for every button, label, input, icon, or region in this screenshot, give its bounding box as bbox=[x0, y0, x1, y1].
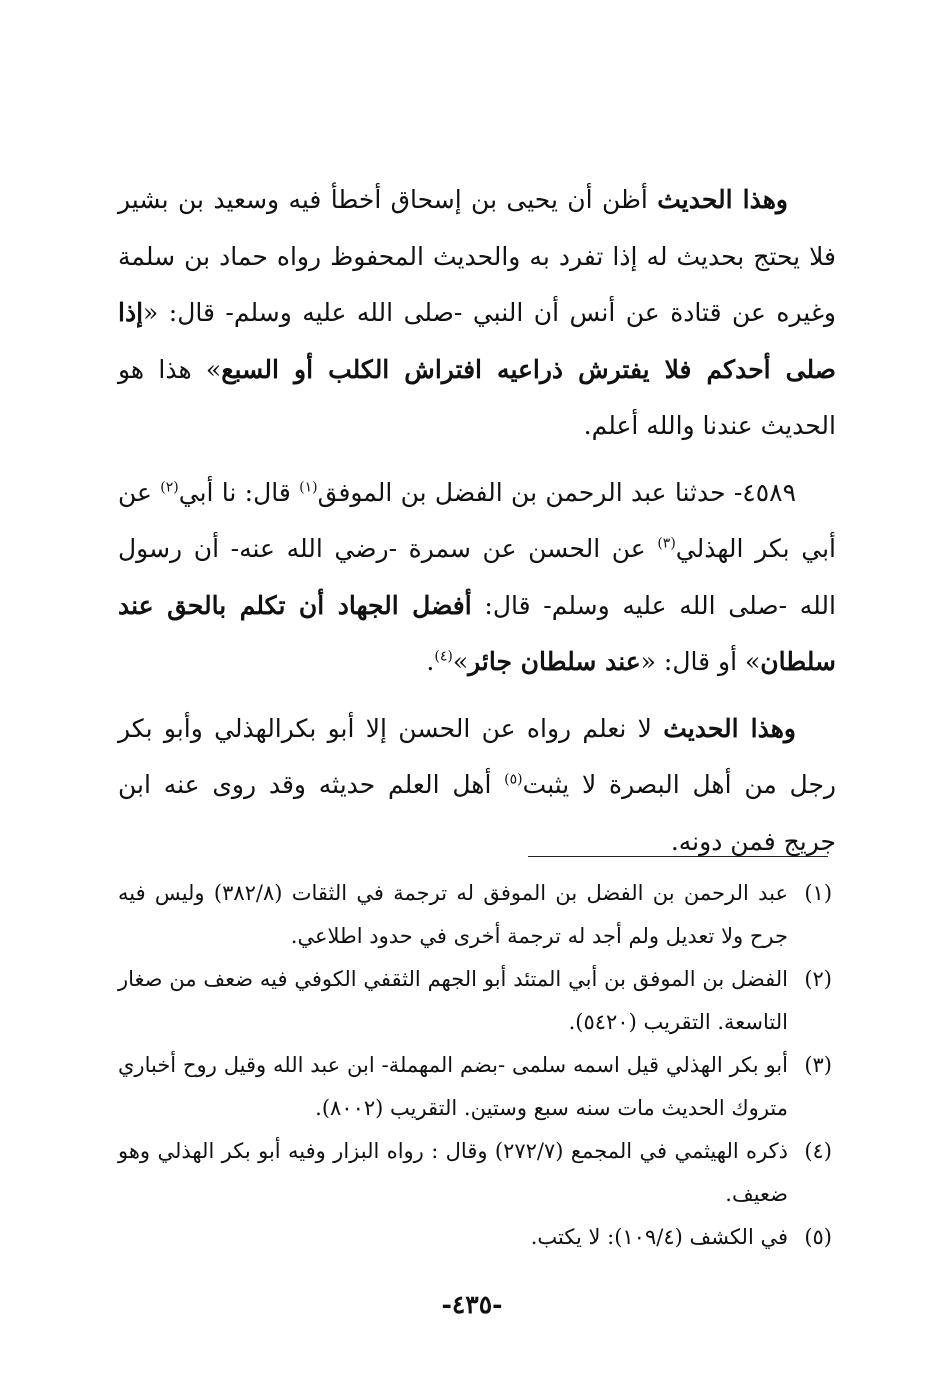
paragraph-text: . bbox=[426, 647, 435, 676]
paragraph-text: عن أبي بكر الهذلي bbox=[118, 477, 836, 563]
footnote-number: (٥) bbox=[804, 1225, 832, 1249]
footnote-1 bbox=[118, 872, 832, 958]
footnote-2 bbox=[118, 958, 832, 1044]
paragraph-text: لا نعلم رواه عن الحسن إلا أبو بكرالهذلي وأبو بكر رجل من أهل البصرة لا يثبت bbox=[118, 713, 836, 799]
main-text bbox=[118, 172, 836, 880]
hadith-number: ٤٥٨٩ bbox=[742, 477, 796, 507]
footnote-number: (٤) bbox=[804, 1139, 832, 1163]
paragraph-2 bbox=[118, 465, 836, 691]
footnote-number: (١) bbox=[804, 881, 833, 905]
hadith-quote: عند سلطان جائر bbox=[468, 647, 641, 676]
paragraph-text: أظن أن يحيى بن إسحاق أخطأ فيه وسعيد بن بشير فلا يحتج بحديث له إذا تفرد به والحديث المحفوظ رواه حماد بن سلمة وغيره عن قتادة عن أنس أن النبي -صلى الله عليه وسلم- قال: « bbox=[118, 185, 836, 327]
paragraph-3 bbox=[118, 701, 836, 871]
footnote-text: ذكره الهيثمي في المجمع (٢٧٢/٧) وقال : رواه البزار وفيه أبو بكر الهذلي وهو ضعيف. bbox=[118, 1139, 788, 1206]
footnote-ref-3[interactable]: (٣) bbox=[657, 535, 676, 552]
footnote-number: (٢) bbox=[804, 967, 832, 991]
footnote-5 bbox=[118, 1216, 832, 1259]
paragraph-lead: وهذا الحديث bbox=[663, 713, 796, 743]
footnotes bbox=[118, 872, 832, 1259]
footnote-3 bbox=[118, 1044, 832, 1130]
footnote-text: في الكشف (١٠٩/٤): لا يكتب. bbox=[530, 1225, 788, 1249]
paragraph-text: » أو قال: « bbox=[640, 647, 761, 676]
footnote-text: أبو بكر الهذلي قيل اسمه سلمى -بضم المهملة- ابن عبد الله وقيل روح أخباري متروك الحديث مات سنه سبع وستين. التقريب (٨٠٠٢). bbox=[118, 1053, 788, 1120]
footnote-ref-1[interactable]: (١) bbox=[299, 479, 318, 496]
footnote-text: الفضل بن الموفق بن أبي المتئد أبو الجهم الثقفي الكوفي فيه ضعف من صغار التاسعة. التقريب (٥٤٢٠). bbox=[118, 967, 788, 1034]
footnote-ref-5[interactable]: (٥) bbox=[504, 771, 523, 788]
paragraph-lead: وهذا الحديث bbox=[657, 185, 789, 214]
paragraph-1 bbox=[118, 172, 836, 455]
paragraph-text: أهل العلم حديثه وقد روى عنه ابن جريج فمن دونه. bbox=[118, 770, 836, 856]
page-number: -٤٣٥- bbox=[441, 1290, 503, 1319]
hadith-quote: إذا صلى أحدكم فلا يفترش ذراعيه افتراش الكلب أو السبع bbox=[118, 298, 836, 384]
paragraph-text: » هذا هو الحديث عندنا والله أعلم. bbox=[118, 354, 836, 440]
footnote-ref-4[interactable]: (٤) bbox=[434, 648, 453, 665]
paragraph-text: - حدثنا عبد الرحمن بن الفضل بن الموفق bbox=[317, 477, 743, 507]
footnote-4 bbox=[118, 1130, 832, 1216]
footnote-number: (٣) bbox=[804, 1053, 832, 1077]
footnote-divider bbox=[528, 856, 828, 857]
paragraph-text: قال: نا أبي bbox=[178, 477, 300, 507]
hadith-quote: أفضل الجهاد أن تكلم بالحق عند سلطان bbox=[118, 590, 836, 676]
footnote-ref-2[interactable]: (٢) bbox=[160, 479, 179, 496]
footnote-text: عبد الرحمن بن الفضل بن الموفق له ترجمة في الثقات (٣٨٢/٨) وليس فيه جرح ولا تعديل ولم أجد له ترجمة أخرى في حدود اطلاعي. bbox=[118, 881, 789, 948]
paragraph-text: » bbox=[452, 647, 469, 676]
paragraph-text: عن الحسن عن سمرة -رضي الله عنه- أن رسول الله -صلى الله عليه وسلم- قال: bbox=[118, 534, 837, 620]
